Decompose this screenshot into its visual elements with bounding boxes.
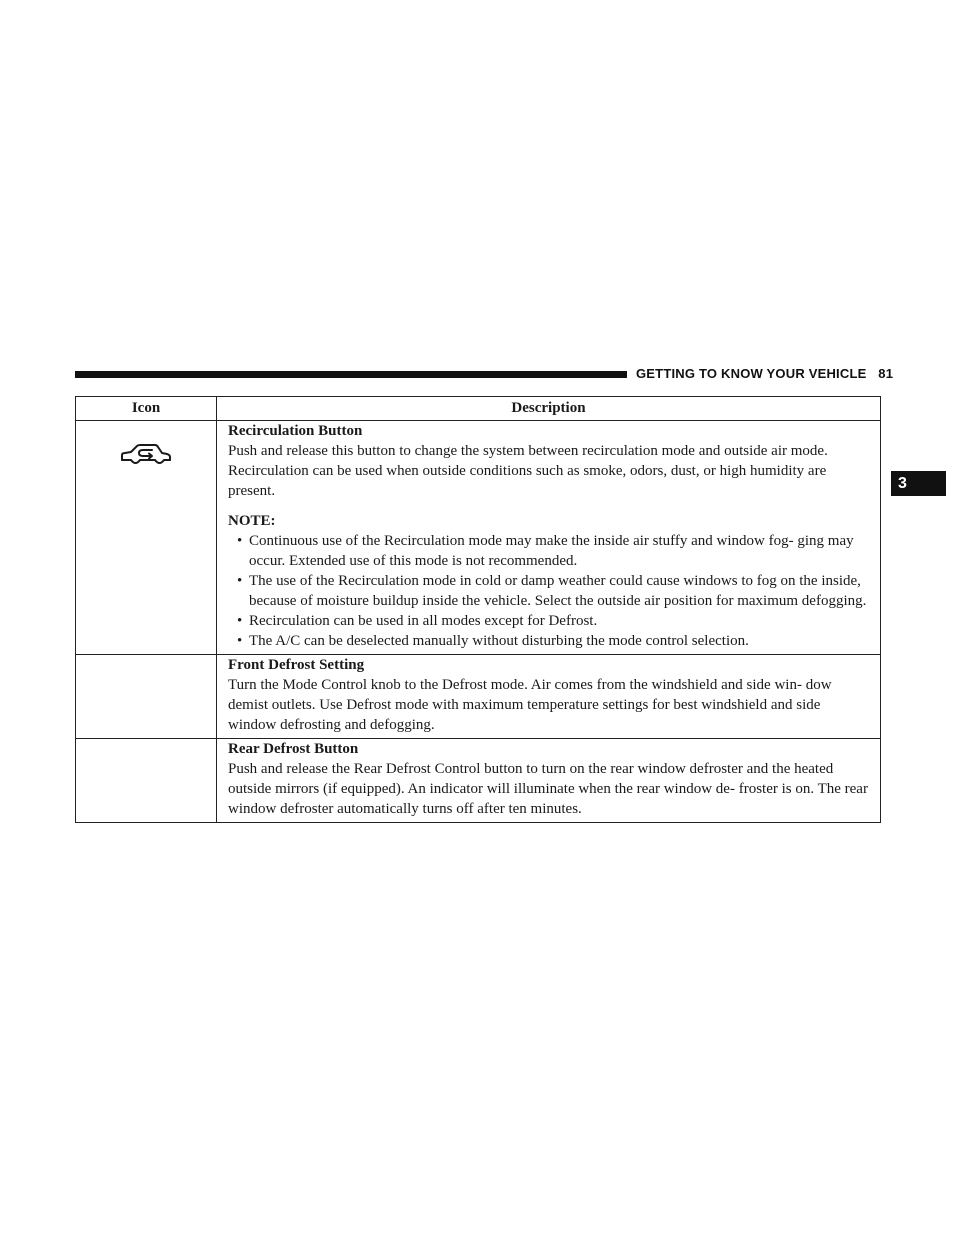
icon-cell bbox=[76, 421, 217, 655]
running-header bbox=[636, 366, 893, 381]
description-column-header: Description bbox=[217, 397, 881, 421]
description-cell bbox=[217, 739, 881, 823]
list-item bbox=[228, 531, 872, 571]
note-text: Recirculation can be used in all modes except for Defrost. bbox=[249, 613, 598, 629]
icon-column-header: Icon bbox=[76, 397, 217, 421]
icon-cell bbox=[76, 655, 217, 739]
note-text: The A/C can be deselected manually without disturbing the mode control selection. bbox=[249, 633, 749, 649]
note-text: The use of the Recirculation mode in cold or damp weather could cause windows to fog on the inside, because of moisture buildup inside the vehicle. Select the outside air position for maximum defogging. bbox=[249, 573, 867, 609]
note-text: Continuous use of the Recirculation mode may make the inside air stuffy and window fog- ging may occur. Extended use of this mode is not recommended. bbox=[249, 533, 854, 569]
table-row bbox=[76, 739, 881, 823]
bullet: • bbox=[237, 533, 243, 549]
table-header-row bbox=[76, 397, 881, 421]
recirculation-icon bbox=[118, 453, 174, 469]
description-cell bbox=[217, 421, 881, 655]
list-item bbox=[228, 631, 872, 651]
icon-cell bbox=[76, 739, 217, 823]
row-text: Push and release the Rear Defrost Control button to turn on the rear window defroster and the heated outside mirrors (if equipped). An indicator will illuminate when the rear window de- froster is on. The rear window defroster automatically turns off after ten minutes. bbox=[228, 761, 868, 817]
notes-list bbox=[228, 531, 872, 651]
note-label: NOTE: bbox=[228, 513, 276, 529]
bullet: • bbox=[237, 633, 243, 649]
bullet: • bbox=[237, 613, 243, 629]
row-text: Turn the Mode Control knob to the Defrost mode. Air comes from the windshield and side win- dow demist outlets. Use Defrost mode with maximum temperature settings for best windshield and side window defrosting and defogging. bbox=[228, 677, 832, 733]
page-number: 81 bbox=[878, 366, 894, 381]
row-title: Front Defrost Setting bbox=[228, 657, 365, 673]
header-rule bbox=[75, 371, 627, 378]
list-item bbox=[228, 571, 872, 611]
section-title: GETTING TO KNOW YOUR VEHICLE bbox=[636, 366, 867, 381]
description-cell bbox=[217, 655, 881, 739]
table-row bbox=[76, 655, 881, 739]
row-title: Recirculation Button bbox=[228, 423, 363, 439]
list-item bbox=[228, 611, 872, 631]
row-text: Push and release this button to change the system between recirculation mode and outside air mode. Recirculation can be used when outside conditions such as smoke, odors, dust, or high humidity are present. bbox=[228, 443, 828, 499]
chapter-tab: 3 bbox=[891, 471, 946, 496]
bullet: • bbox=[237, 573, 243, 589]
controls-table bbox=[75, 396, 881, 823]
table-row bbox=[76, 421, 881, 655]
row-title: Rear Defrost Button bbox=[228, 741, 359, 757]
